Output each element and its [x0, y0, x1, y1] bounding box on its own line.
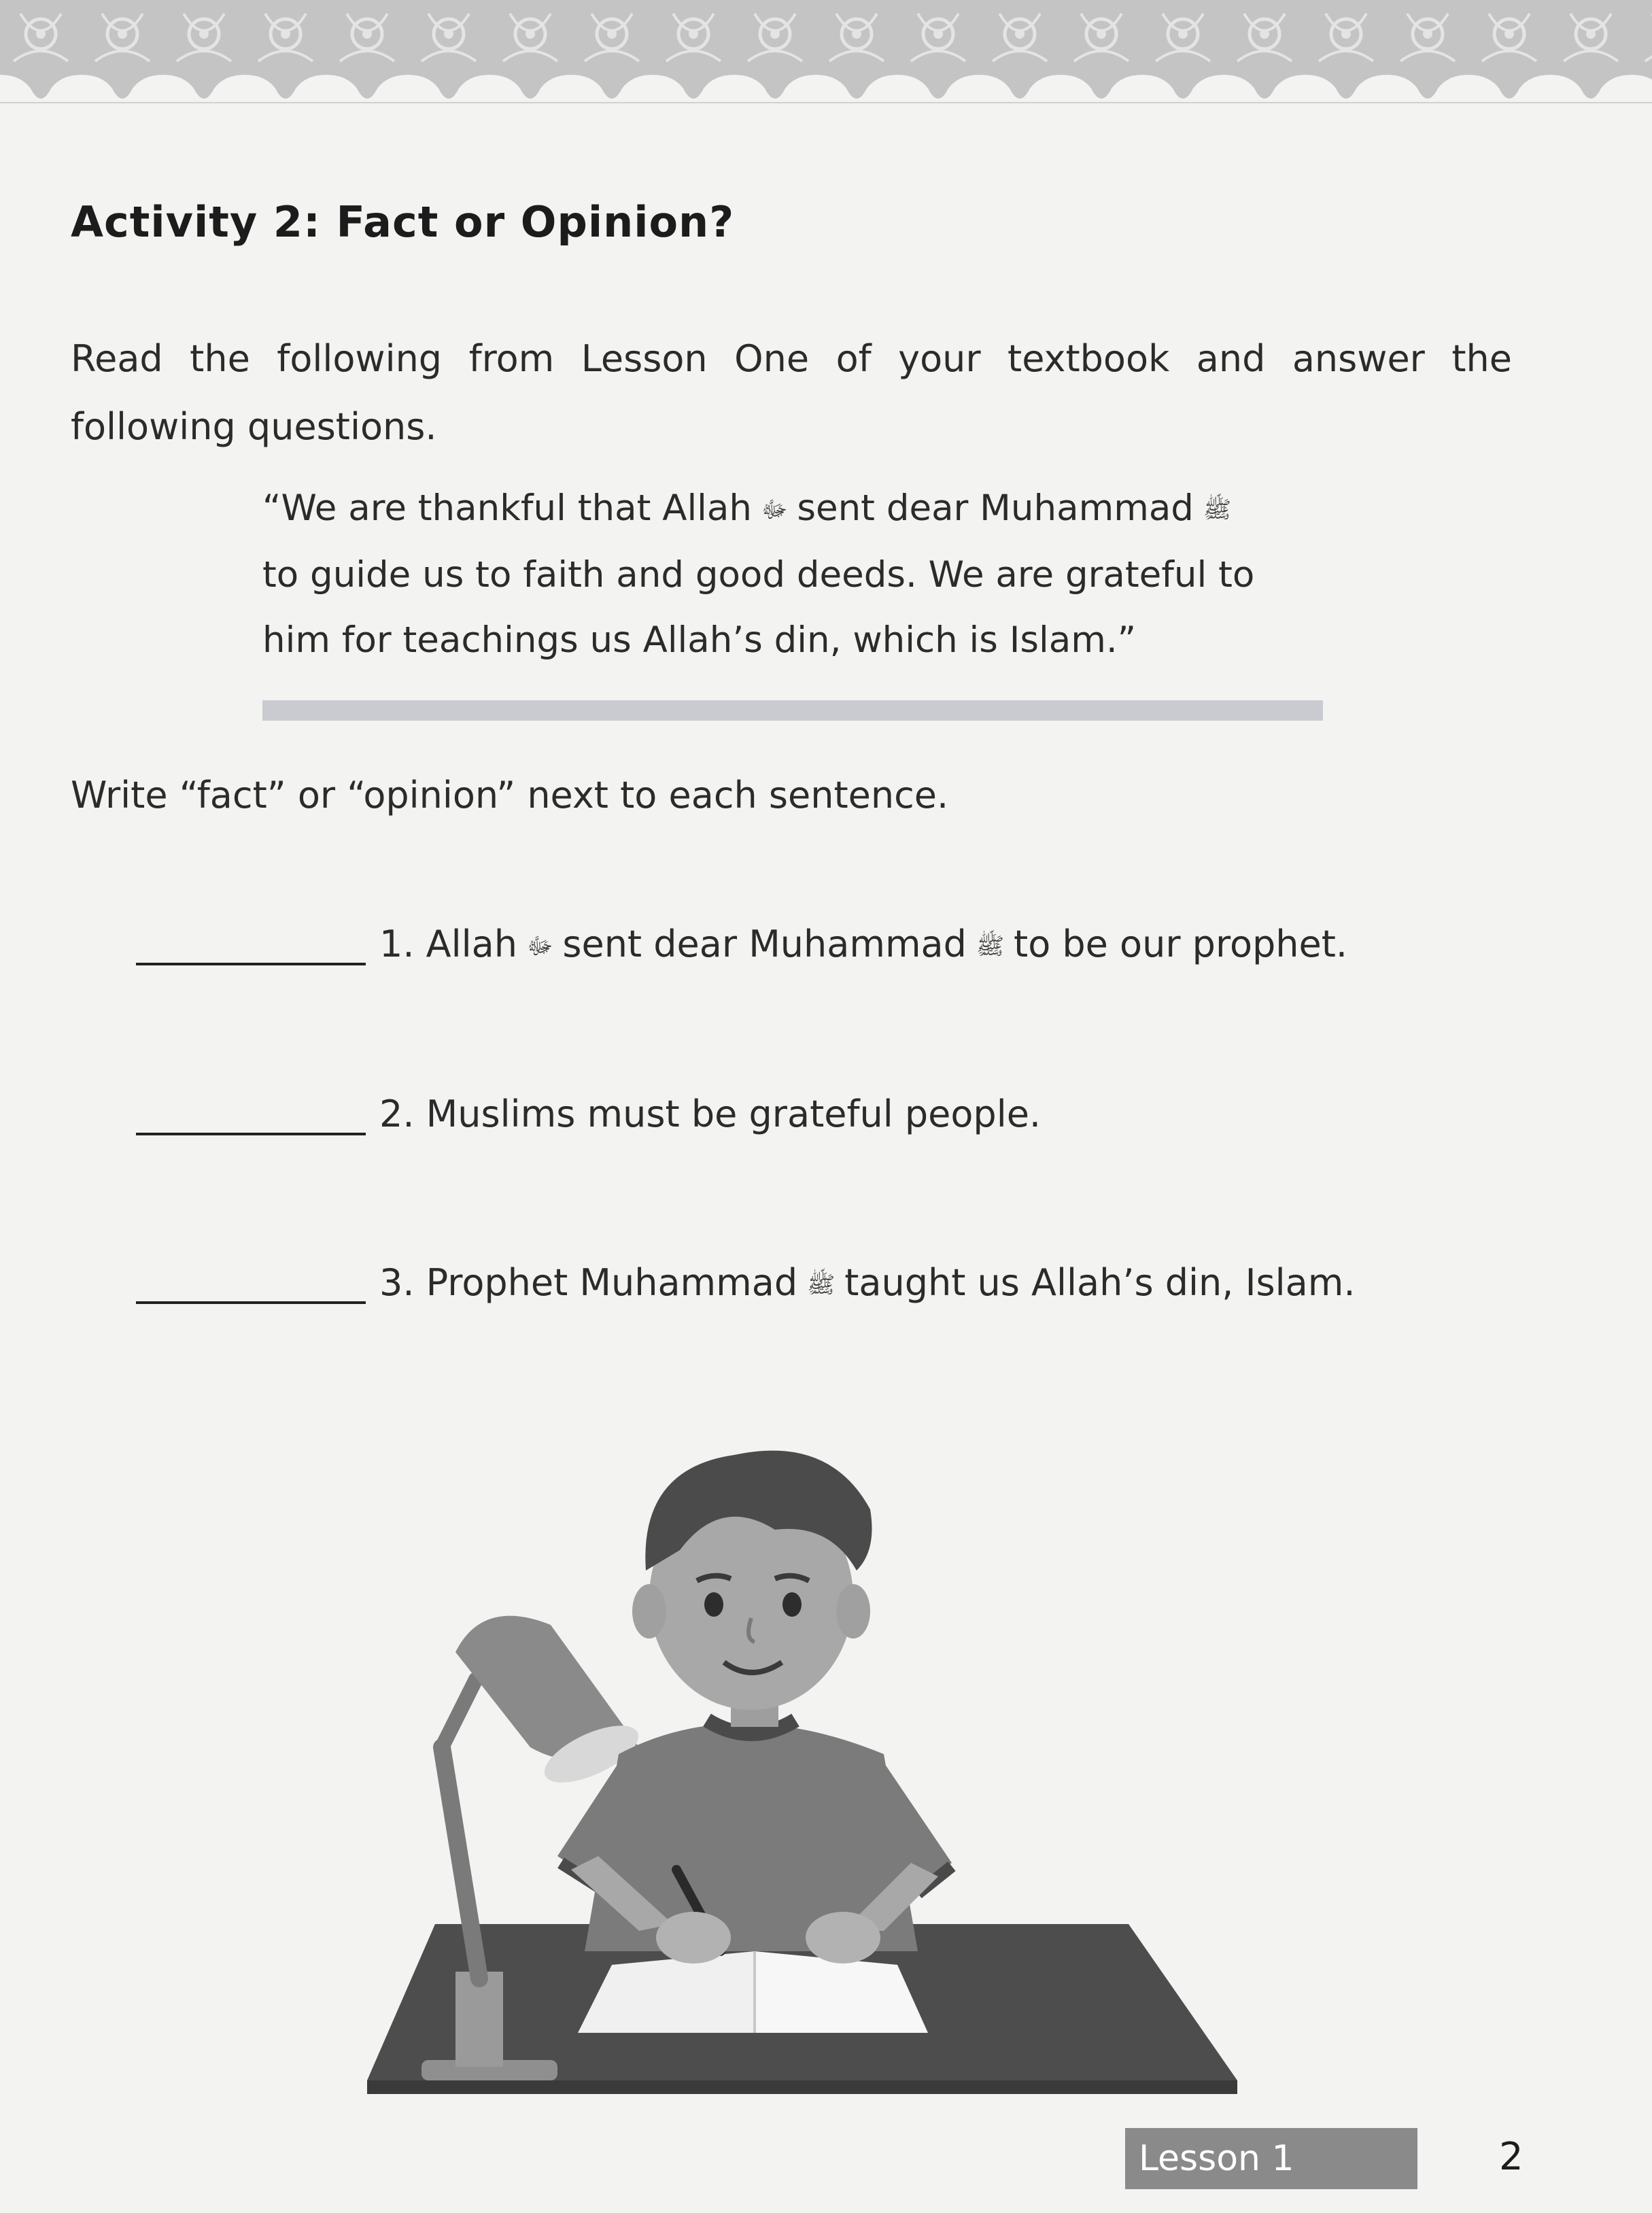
question-text: to be our prophet.: [1014, 923, 1348, 965]
lesson-label: Lesson 1: [1125, 2128, 1417, 2189]
question-1: [136, 911, 1347, 965]
prophet-honorific-icon: ﷺ: [976, 933, 1005, 960]
activity-title: Activity 2: Fact or Opinion?: [71, 197, 735, 247]
quote-line-2: to guide us to faith and good deeds. We are grateful to: [262, 554, 1255, 596]
lesson-quote: [262, 476, 1350, 673]
question-text: 1. Allah: [379, 923, 517, 965]
quote-divider-bar: [262, 700, 1323, 721]
quote-line-1: [262, 476, 1350, 543]
page-number: 2: [1499, 2135, 1524, 2179]
prophet-honorific-icon: ﷺ: [807, 1271, 836, 1299]
answer-blank-1[interactable]: [136, 925, 366, 965]
question-text: taught us Allah’s din, Islam.: [844, 1261, 1356, 1304]
quote-text: “We are thankful that Allah: [262, 487, 752, 529]
boy-studying-illustration: [354, 1394, 1251, 2101]
allah-honorific-icon: ﷻ: [526, 933, 553, 960]
question-3: [136, 1250, 1356, 1304]
question-text: 3. Prophet Muhammad: [379, 1261, 798, 1304]
prophet-honorific-icon: ﷺ: [1203, 496, 1232, 524]
ornamental-border: [0, 0, 1652, 150]
answer-blank-3[interactable]: [136, 1263, 366, 1304]
question-text: 2. Muslims must be grateful people.: [379, 1093, 1042, 1135]
answer-blank-2[interactable]: [136, 1095, 366, 1135]
question-2: [136, 1081, 1041, 1135]
quote-line-3: him for teachings us Allah’s din, which is Islam.”: [262, 619, 1137, 662]
allah-honorific-icon: ﷻ: [761, 496, 788, 524]
intro-paragraph: Read the following from Lesson One of your textbook and answer the following questions.: [71, 337, 1512, 448]
question-text: sent dear Muhammad: [562, 923, 967, 965]
instruction-text: Write “fact” or “opinion” next to each sentence.: [71, 774, 949, 817]
quote-text: sent dear Muhammad: [797, 487, 1194, 529]
